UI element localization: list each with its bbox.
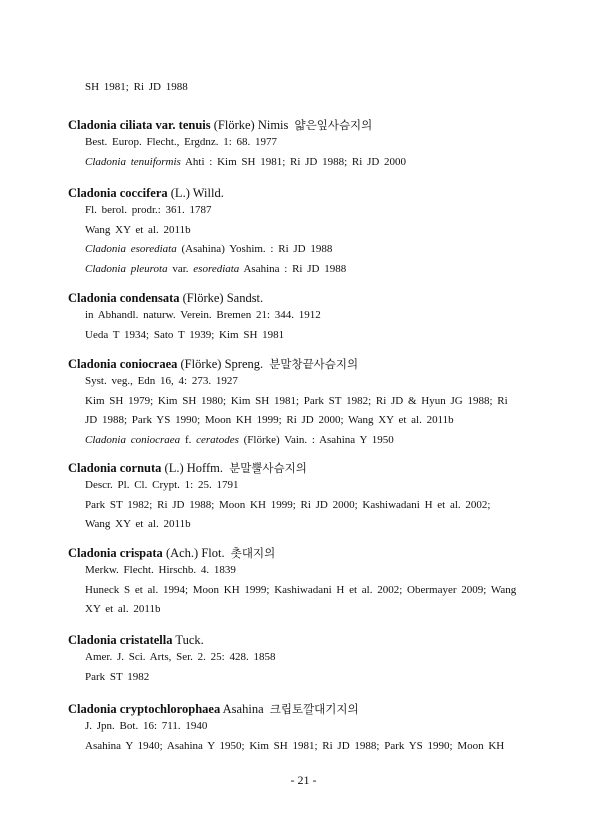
taxon-author: (L.) Willd. (170, 186, 224, 200)
species-entry (68, 460, 530, 535)
species-entry (68, 632, 530, 687)
species-entry (68, 545, 530, 620)
species-entry (68, 701, 530, 756)
synonym-name: Cladonia tenuiformis (85, 155, 181, 168)
reference-line: Park ST 1982; Ri JD 1988; Moon KH 1999; Ri JD 2000; Kashiwadani H et al. 2002; (85, 498, 491, 511)
reference-line: Best. Europ. Flecht., Ergdnz. 1: 68. 1977 (85, 136, 278, 148)
species-heading (68, 290, 530, 306)
reference-line: Park ST 1982 (85, 670, 150, 683)
reference-line: Asahina Y 1940; Asahina Y 1950; Kim SH 1981; Ri JD 1988; Park YS 1990; Moon KH (85, 739, 505, 752)
top-fragment (68, 78, 530, 98)
synonym-line: Cladonia pleurota var. esorediata Asahina : Ri JD 1988 (85, 262, 347, 275)
taxon-name: Cladonia cristatella (68, 633, 173, 647)
korean-name: 얇은잎사슴지의 (294, 118, 373, 132)
synonym-name: Cladonia esorediata (85, 243, 177, 256)
korean-name: 분말창끝사슴지의 (269, 357, 359, 371)
korean-name: 분말뿔사슴지의 (229, 461, 307, 475)
reference-line: XY et al. 2011b (85, 603, 161, 616)
korean-name: 촛대지의 (230, 546, 276, 560)
taxon-author: (Ach.) Flot. (165, 546, 225, 560)
species-entry (68, 290, 530, 345)
taxon-author: (Flörke) Sandst. (182, 291, 264, 305)
taxon-name: Cladonia condensata (68, 291, 180, 305)
page-number: - 21 - (290, 773, 317, 787)
reference-line: Merkw. Flecht. Hirschb. 4. 1839 (85, 564, 236, 576)
taxon-name: Cladonia ciliata var. tenuis (68, 118, 211, 132)
synonym-line: Cladonia coniocraea f. ceratodes (Flörke) Vain. : Asahina Y 1950 (85, 433, 394, 446)
reference-line: SH 1981; Ri JD 1988 (85, 81, 188, 93)
taxon-name: Cladonia coccifera (68, 186, 168, 200)
species-entry (68, 117, 530, 172)
reference-line: JD 1988; Park YS 1990; Moon KH 1999; Ri JD 2000; Wang XY et al. 2011b (85, 414, 454, 427)
taxon-name: Cladonia cornuta (68, 461, 162, 475)
reference-line: Ueda T 1934; Sato T 1939; Kim SH 1981 (85, 328, 285, 341)
taxon-name: Cladonia cryptochlorophaea (68, 702, 221, 716)
synonym-line: Cladonia tenuiformis Ahti : Kim SH 1981; Ri JD 1988; Ri JD 2000 (85, 155, 407, 168)
synonym-name: Cladonia coniocraea (85, 433, 181, 446)
taxon-name: Cladonia coniocraea (68, 357, 178, 371)
reference-line: in Abhandl. naturw. Verein. Bremen 21: 344. 1912 (85, 309, 321, 321)
taxon-author: (Flörke) Nimis (213, 118, 289, 132)
korean-name: 크립토깔대기지의 (269, 702, 359, 716)
reference-line: Kim SH 1979; Kim SH 1980; Kim SH 1981; Park ST 1982; Ri JD & Hyun JG 1988; Ri (85, 394, 508, 407)
reference-line: Wang XY et al. 2011b (85, 223, 191, 236)
reference-line: Descr. Pl. Cl. Crypt. 1: 25. 1791 (85, 479, 239, 491)
taxon-name: Cladonia crispata (68, 546, 163, 560)
species-heading (68, 185, 530, 201)
species-heading (68, 460, 530, 476)
reference-line: Fl. berol. prodr.: 361. 1787 (85, 204, 212, 216)
reference-line: Huneck S et al. 1994; Moon KH 1999; Kashiwadani H et al. 2002; Obermayer 2009; Wang (85, 583, 517, 596)
taxon-author: (Flörke) Spreng. (180, 357, 264, 371)
species-heading (68, 701, 530, 717)
species-heading (68, 545, 530, 561)
reference-line: Amer. J. Sci. Arts, Ser. 2. 25: 428. 1858 (85, 651, 276, 663)
species-heading (68, 117, 530, 133)
reference-line: J. Jpn. Bot. 16: 711. 1940 (85, 720, 208, 732)
reference-line: Wang XY et al. 2011b (85, 518, 191, 531)
species-heading (68, 632, 530, 648)
species-entry (68, 185, 530, 279)
taxon-author: Asahina (222, 702, 264, 716)
species-heading (68, 356, 530, 372)
taxon-author: Tuck. (175, 633, 204, 647)
synonym-line: Cladonia esorediata (Asahina) Yoshim. : Ri JD 1988 (85, 243, 333, 256)
species-entry (68, 356, 530, 450)
reference-line: Syst. veg., Edn 16, 4: 273. 1927 (85, 375, 238, 387)
taxon-author: (L.) Hoffm. (164, 461, 223, 475)
synonym-name: Cladonia pleurota (85, 262, 168, 275)
